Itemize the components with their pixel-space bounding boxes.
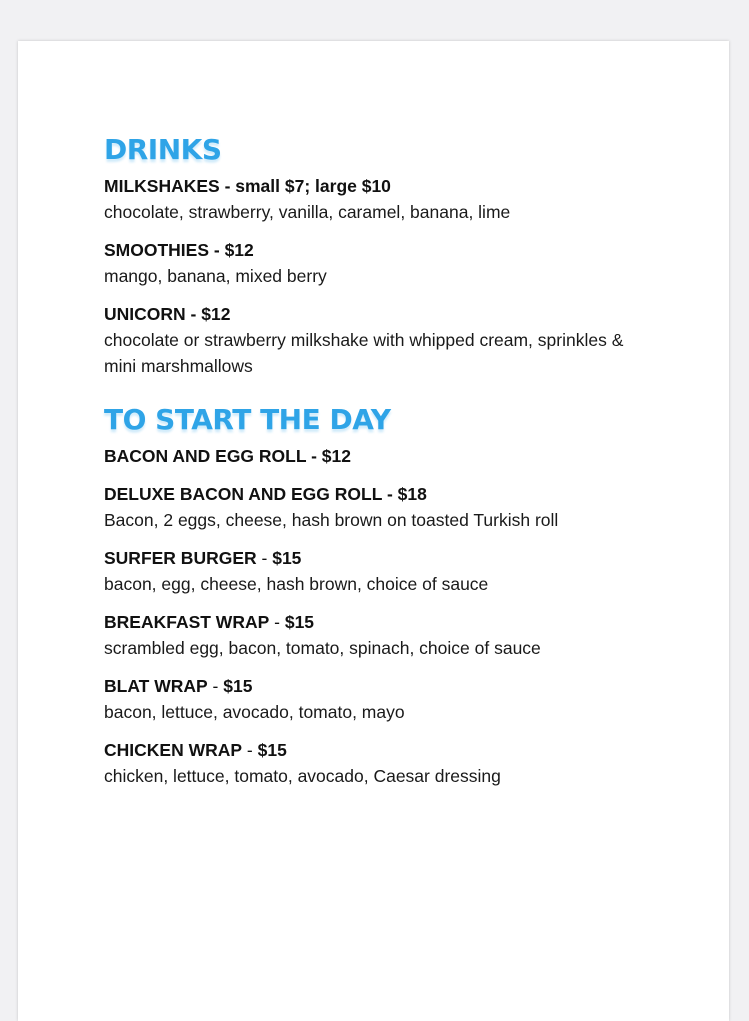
- item-title: [104, 481, 704, 507]
- item-title: [104, 609, 704, 635]
- item-description: chocolate, strawberry, vanilla, caramel, banana, lime: [104, 202, 511, 222]
- item-title: [104, 545, 704, 571]
- item-name: UNICORN: [104, 304, 186, 324]
- item-price: $15: [223, 676, 253, 696]
- item-separator: -: [242, 740, 258, 760]
- item-description: chicken, lettuce, tomato, avocado, Caesar dressing: [104, 766, 501, 786]
- item-price: $15: [257, 740, 287, 760]
- item-description: Bacon, 2 eggs, cheese, hash brown on toasted Turkish roll: [104, 510, 559, 530]
- menu-item: [104, 673, 704, 725]
- menu-content: [104, 133, 704, 801]
- item-price: $15: [272, 548, 302, 568]
- item-title: [104, 737, 704, 763]
- item-description: bacon, egg, cheese, hash brown, choice of sauce: [104, 574, 489, 594]
- item-separator: -: [306, 446, 322, 466]
- item-price: $12: [321, 446, 351, 466]
- item-name: SMOOTHIES: [104, 240, 210, 260]
- item-name: CHICKEN WRAP: [104, 740, 243, 760]
- menu-item: [104, 545, 704, 597]
- item-name: DELUXE BACON AND EGG ROLL: [104, 484, 383, 504]
- item-description: chocolate or strawberry milkshake with whipped cream, sprinkles & mini marshmallows: [104, 330, 624, 376]
- item-separator: -: [269, 612, 285, 632]
- section-heading: TO START THE DAY: [104, 403, 391, 436]
- menu-item: [104, 173, 704, 225]
- item-price: small $7; large $10: [235, 176, 391, 196]
- item-name: SURFER BURGER: [104, 548, 257, 568]
- item-name: MILKSHAKES: [104, 176, 220, 196]
- item-price: $15: [284, 612, 315, 632]
- item-description: scrambled egg, bacon, tomato, spinach, choice of sauce: [104, 638, 541, 658]
- item-title: [104, 443, 704, 469]
- menu-item: [104, 237, 704, 289]
- menu-page: [18, 41, 729, 1021]
- item-price: $12: [201, 304, 231, 324]
- item-description: bacon, lettuce, avocado, tomato, mayo: [104, 702, 405, 722]
- item-title: [104, 173, 704, 199]
- section-heading: DRINKS: [104, 133, 222, 166]
- section-to-start-the-day: [104, 403, 704, 789]
- item-title: [104, 673, 704, 699]
- menu-item: [104, 443, 704, 469]
- item-separator: -: [209, 240, 225, 260]
- item-price: $12: [224, 240, 254, 260]
- item-description: mango, banana, mixed berry: [104, 266, 327, 286]
- item-name: BREAKFAST WRAP: [104, 612, 270, 632]
- item-separator: -: [207, 676, 224, 696]
- item-name: BACON AND EGG ROLL: [104, 446, 307, 466]
- item-price: $18: [397, 484, 427, 504]
- item-separator: -: [382, 484, 398, 504]
- menu-item: [104, 737, 704, 789]
- item-separator: -: [185, 304, 202, 324]
- item-name: BLAT WRAP: [104, 676, 208, 696]
- menu-item: [104, 609, 704, 661]
- item-title: [104, 237, 704, 263]
- item-title: [104, 301, 704, 327]
- menu-item: [104, 481, 704, 533]
- section-drinks: [104, 133, 704, 379]
- item-separator: -: [256, 548, 273, 568]
- item-separator: -: [219, 176, 236, 196]
- menu-item: [104, 301, 704, 379]
